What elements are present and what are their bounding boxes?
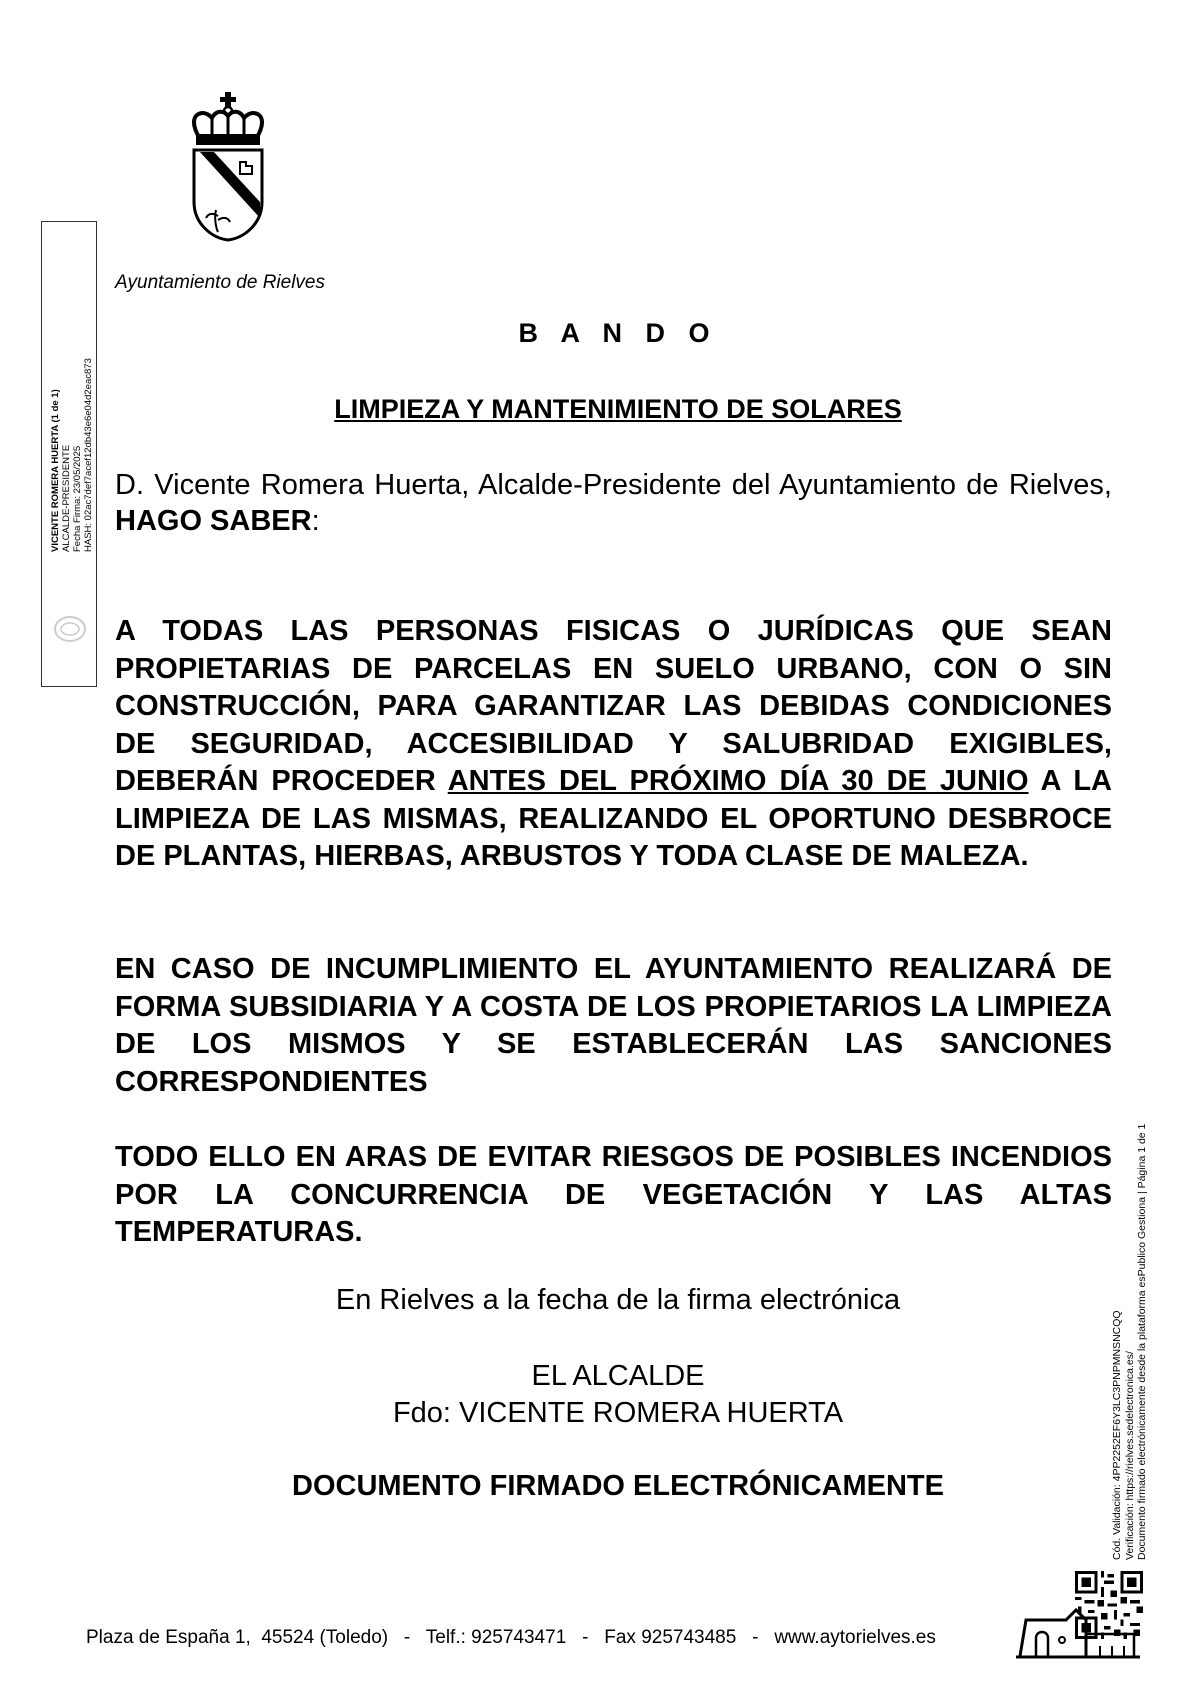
signer-role: ALCALDE-PRESIDENTE [61, 444, 72, 552]
document-subtitle: LIMPIEZA Y MANTENIMIENTO DE SOLARES [334, 394, 902, 424]
intro-text: D. Vicente Romera Huerta, Alcalde-Presidente del Ayuntamiento de Rielves, [115, 469, 1112, 501]
signer-name: VICENTE ROMERA HUERTA (1 de 1) [50, 389, 61, 552]
municipality-name: Ayuntamiento de Rielves [115, 272, 326, 293]
town-hall-icon [1016, 1600, 1142, 1660]
intro-end: : [311, 505, 320, 537]
coat-of-arms-icon [188, 92, 268, 242]
footer-contact: Plaza de España 1, 45524 (Toledo) - Telf.: 925743471 - Fax 925743485 - www.aytorielves.es [86, 1627, 936, 1648]
mayor-block [0, 1358, 1190, 1432]
verification-url: Verificación: https://rielves.sedelectronica.es/ [1123, 1351, 1136, 1560]
place-date: En Rielves a la fecha de la firma electrónica [335, 1284, 901, 1316]
validation-details [1111, 1124, 1149, 1560]
paragraph-purpose: TODO ELLO EN ARAS DE EVITAR RIESGOS DE POSIBLES INCENDIOS POR LA CONCURRENCIA DE VEGETACIÓN Y LAS ALTAS TEMPERATURAS. [115, 1141, 1112, 1248]
platform-note: Documento firmado electrónicamente desde la plataforma esPublico Gestiona | Página 1 de 1 [1136, 1123, 1148, 1560]
paragraph-obligation-end: A LA LIMPIEZA DE LAS MISMAS, REALIZANDO EL OPORTUNO DESBROCE DE PLANTAS, HIERBAS, ARBUSTOS Y TODA CLASE DE MALEZA. [115, 765, 1112, 872]
deadline-underlined: ANTES DEL PRÓXIMO DÍA 30 DE JUNIO [447, 765, 1029, 797]
mayor-title: EL ALCALDE [531, 1360, 705, 1392]
paragraph-noncompliance: EN CASO DE INCUMPLIMIENTO EL AYUNTAMIENTO REALIZARÁ DE FORMA SUBSIDIARIA Y A COSTA DE LOS PROPIETARIOS LA LIMPIEZA DE LOS MISMOS Y SE ESTABLECERÁN LAS SANCIONES CORRESPONDIENTES [115, 953, 1112, 1098]
validation-code: Cód. Validación: 4PP2252EF6Y3LC3PNPMNSNCQQ [1111, 1310, 1123, 1560]
paragraph-obligation-start: A TODAS LAS PERSONAS FISICAS O JURÍDICAS QUE SEAN PROPIETARIAS DE PARCELAS EN SUELO URBANO, CON O SIN CONSTRUCCIÓN, PARA GARANTIZAR LAS DEBIDAS CONDICIONES DE SEGURIDAD, ACCESIBILIDAD Y SALUBRIDAD EXIGIBLES, DEBERÁN PROCEDER [115, 615, 1112, 797]
intro-bold: HAGO SABER [115, 505, 312, 537]
intro-paragraph [115, 467, 1112, 539]
signature-date: Fecha Firma: 23/05/2025 [72, 445, 83, 552]
signature-seal-icon [53, 612, 87, 646]
signed-note: DOCUMENTO FIRMADO ELECTRÓNICAMENTE [292, 1470, 944, 1502]
mayor-signed: Fdo: VICENTE ROMERA HUERTA [392, 1397, 844, 1429]
paragraph-obligation [115, 613, 1112, 876]
signature-hash: HASH: 02ac7def7acef12db43e6e04d2eac873 [83, 358, 94, 552]
signature-details [50, 358, 94, 552]
document-title: B A N D O [518, 318, 718, 348]
